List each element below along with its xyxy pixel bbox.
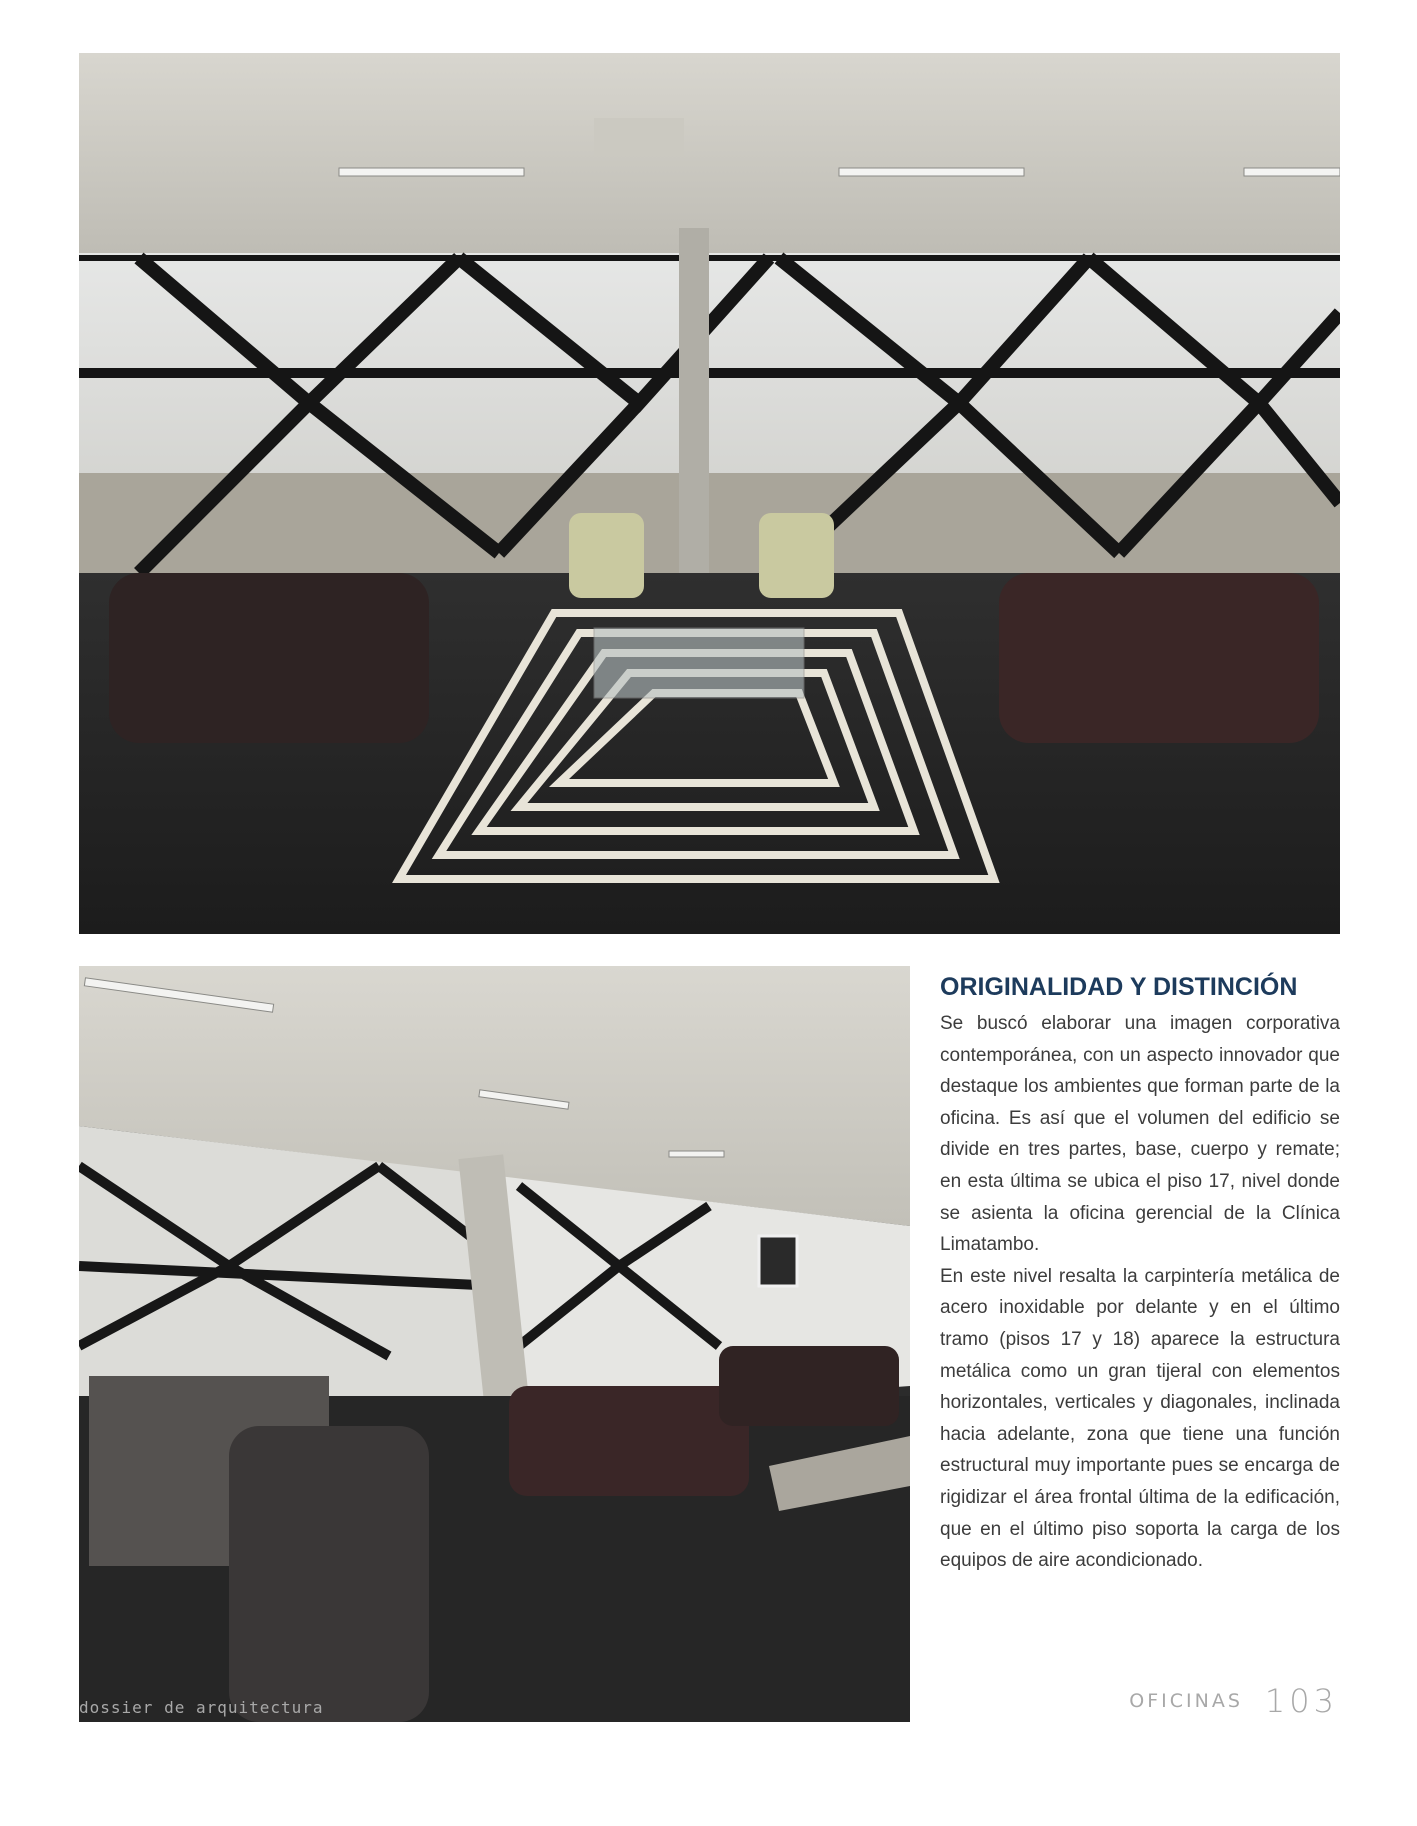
article-paragraph: Se buscó elaborar una imagen corporativa contemporánea, con un aspecto innovador que destaque los ambientes que forman parte de la oficina. Es así que el volumen del edificio se divide en tres partes, base, cuerpo y remate; en esta última se ubica el piso 17, nivel donde se asienta la oficina gerencial de la Clínica Limatambo.	[940, 1013, 1340, 1256]
magazine-name: dossier de arquitectura	[79, 1698, 324, 1717]
article-paragraph: En este nivel resalta la carpintería metálica de acero inoxidable por delante y en el último tramo (pisos 17 y 18) aparece la estructura metálica como un gran tijeral con elementos horizontales, verticales y diagonales, inclinada hacia adelante, zona que tiene una función estructural muy importante pues se encarga de rigidizar el área frontal última de la edificación, que en el último piso soporta la carga de los equipos de aire acondicionado.	[940, 1265, 1340, 1572]
article-heading: ORIGINALIDAD Y DISTINCIÓN	[940, 973, 1298, 1001]
lounge-photo	[79, 53, 1340, 934]
page-footer	[1129, 1682, 1338, 1720]
page-number: 103	[1264, 1682, 1338, 1720]
office-photo	[79, 966, 910, 1722]
section-name: OFICINAS	[1129, 1690, 1243, 1712]
article	[940, 970, 1340, 1577]
